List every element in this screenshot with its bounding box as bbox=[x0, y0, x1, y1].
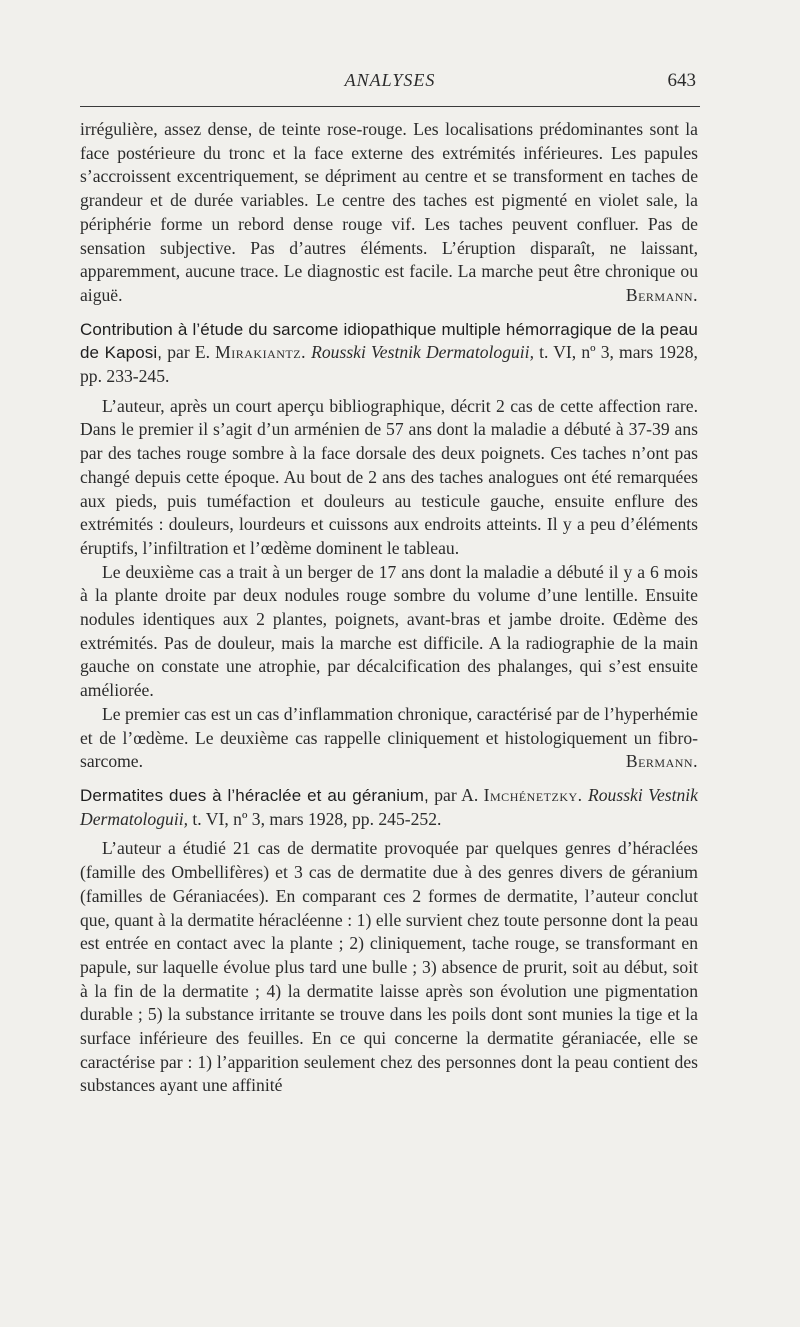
citation: t. VI, nº 3, mars 1928, pp. 245-252. bbox=[192, 808, 442, 829]
paragraph-text: Le premier cas est un cas d’inflammation chronique, caractérisé par de l’hyperhémie et de l’œdème. Le deuxième cas rappelle cliniquement et histologiquement un fibro-sarcome. bbox=[80, 703, 698, 772]
paragraph-text: irrégulière, assez dense, de teinte rose-rouge. Les localisations prédominantes sont la face postérieure du tronc et la face externe des extrémités inférieures. Les papules s’accroissent excentriquement, se dépriment au centre et se transforment en taches de grandeur et de durée variables. Le centre des taches est pigmenté en violet sale, la périphérie forme un rebord dense rouge vif. Les taches peuvent confluer. Pas de sensation subjective. Pas d’autres éléments. L’éruption disparaît, ne laissant, apparemment, aucune trace. Le diagnostic est facile. La marche peut être chronique ou aiguë. bbox=[80, 119, 698, 305]
article-heading bbox=[80, 784, 698, 831]
article-paragraph: L’auteur a étudié 21 cas de dermatite provoquée par quelques genres d’héraclées (famille des Ombellifères) et 3 cas de dermatite due à des genres divers de géranium (familles de Géraniacées). En comparant ces 2 formes de dermatite, l’auteur conclut que, quant à la dermatite héracléenne : 1) elle survient chez toute personne dont la peau est entrée en contact avec la plante ; 2) cliniquement, tache rouge, se transformant en papule, sur laquelle évolue plus tard une bulle ; 3) absence de prurit, soit au début, soit à la fin de la dermatite ; 4) la dermatite laisse après son évolution une pigmentation durable ; 5) la substance irritante se trouve dans les poils dont sont munies la tige et la surface inférieure des feuilles. En ce qui concerne la dermatite géraniacée, elle se caractérise par : 1) l’apparition seulement chez des personnes dont la peau contient des substances ayant une affinité bbox=[80, 838, 698, 1096]
article-paragraph bbox=[80, 703, 698, 774]
page-body bbox=[80, 118, 698, 1098]
article-paragraph: Le deuxième cas a trait à un berger de 17 ans dont la maladie a débuté il y a 6 mois à la plante droite par deux nodules rouge sombre du volume d’une lentille. Ensuite nodules identiques aux 2 plantes, poignets, avant-bras et jambe droite. Œdème des extrémités. Pas de douleur, mais la marche est difficile. A la radiographie de la main gauche on constate une atrophie, par décalcification des phalanges, qui s’est ensuite améliorée. bbox=[80, 561, 698, 701]
article-heading bbox=[80, 318, 698, 389]
running-title: ANALYSES bbox=[344, 70, 436, 90]
continued-paragraph bbox=[80, 118, 698, 308]
page-number: 643 bbox=[667, 70, 696, 91]
author-prefix: par A. bbox=[434, 784, 479, 805]
author-name: Imchénetzky. bbox=[483, 784, 583, 805]
journal-name: Rousski Vestnik Dermatologuii, bbox=[80, 784, 698, 829]
running-header bbox=[80, 70, 700, 100]
journal-name: Rousski Vestnik Dermatologuii, bbox=[311, 342, 534, 363]
article-title: Dermatites dues à l’héraclée et au géranium, bbox=[80, 785, 429, 805]
author-prefix: par E. bbox=[167, 342, 210, 363]
header-rule bbox=[80, 106, 700, 107]
article-title: Contribution à l’étude du sarcome idiopathique multiple hémorragique de la peau de Kaposi, bbox=[80, 319, 698, 363]
signature: Bermann. bbox=[625, 284, 698, 305]
author-name: Mirakiantz. bbox=[215, 342, 306, 363]
citation: t. VI, nº 3, mars 1928, pp. 233-245. bbox=[80, 342, 698, 387]
article-paragraph: L’auteur, après un court aperçu bibliographique, décrit 2 cas de cette affection rare. Dans le premier il s’agit d’un arménien de 57 ans dont la maladie a débuté à 37-39 ans par des taches rouge sombre à la face dorsale des deux poignets. Ces taches n’ont pas changé depuis cette époque. Au bout de 2 ans des taches analogues ont été remarquées aux pieds, puis tuméfaction et douleurs au testicule gauche, ensuite enflure des extrémités : douleurs, lourdeurs et cuissons aux endroits atteints. Il y a peu d’éléments éruptifs, l’infiltration et l’œdème dominent le tableau. bbox=[80, 395, 698, 558]
signature: Bermann. bbox=[625, 751, 698, 772]
